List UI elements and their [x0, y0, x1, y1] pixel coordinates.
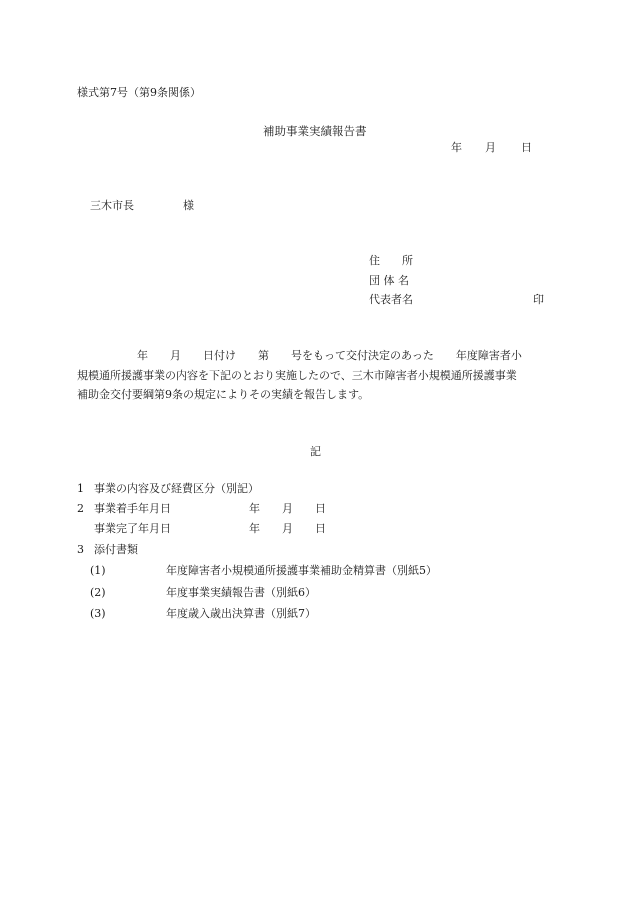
start-date-label: 事業着手年月日: [94, 502, 171, 515]
attachment-1-text: 年度障害者小規模通所援護事業補助金精算書（別紙5）: [166, 564, 437, 577]
organization-label: 団 体 名: [369, 274, 409, 287]
end-date-label: 事業完了年月日: [94, 522, 171, 535]
date-year: 年: [451, 141, 462, 154]
item-3-number: 3: [77, 543, 84, 556]
attachment-3-number: (3): [90, 607, 106, 620]
body-line-1: 年 月 日付け 第 号をもって交付決定のあった 年度障害者小: [137, 349, 522, 362]
attachment-1-number: (1): [90, 564, 106, 577]
form-number: 様式第7号（第9条関係）: [77, 86, 201, 99]
attachment-3-text: 年度歳入歳出決算書（別紙7）: [166, 607, 316, 620]
address-label: 住 所: [369, 254, 413, 267]
attachment-2-number: (2): [90, 586, 106, 599]
item-3-text: 添付書類: [94, 543, 138, 556]
item-2-number: 2: [77, 502, 84, 515]
date-month: 月: [485, 141, 496, 154]
item-1-text: 事業の内容及び経費区分（別記）: [94, 482, 259, 495]
attachment-2-text: 年度事業実績報告書（別紙6）: [166, 586, 316, 599]
document-title: 補助事業実績報告書: [263, 124, 367, 138]
start-date-value: 年 月 日: [249, 502, 326, 515]
addressee-honorific: 様: [183, 199, 194, 212]
representative-label: 代表者名: [369, 293, 413, 306]
ki-heading: 記: [310, 445, 321, 458]
seal-mark: 印: [533, 293, 544, 306]
item-1-number: 1: [77, 482, 84, 495]
end-date-value: 年 月 日: [249, 522, 326, 535]
body-line-2: 規模通所援護事業の内容を下記のとおり実施したので、三木市障害者小規模通所援護事業: [77, 369, 517, 382]
body-line-3: 補助金交付要綱第9条の規定によりその実績を報告します。: [77, 388, 370, 401]
addressee-name: 三木市長: [90, 199, 134, 212]
date-day: 日: [521, 141, 532, 154]
